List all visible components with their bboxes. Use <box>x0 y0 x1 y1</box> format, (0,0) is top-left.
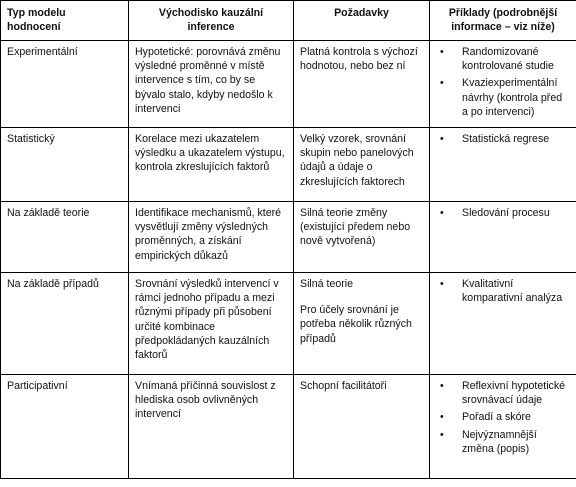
requirements-cell <box>294 202 430 273</box>
examples-list <box>436 45 570 119</box>
requirement-text: Velký vzorek, srovnání skupin nebo panelových údajů a údaje o zkreslujících faktorech <box>300 133 414 188</box>
header-examples: Příklady (podrobnější informace – viz níže) <box>430 1 576 41</box>
table-row <box>1 273 576 375</box>
example-item: • Randomizované kontrolované studie <box>436 45 570 73</box>
header-requirements: Požadavky <box>294 1 430 41</box>
example-item: • Nejvýznamnější změna (popis) <box>436 428 570 456</box>
examples-list <box>436 379 570 456</box>
examples-cell <box>430 375 576 479</box>
model-type-cell: Na základě případů <box>1 273 129 375</box>
example-item: • Pořadí a skóre <box>436 410 570 424</box>
requirement-text: Silná teorie změny (existující předem nebo nově vytvořená) <box>300 207 411 248</box>
requirement-text: Schopní facilitátoři <box>300 380 387 392</box>
example-item: • Reflexivní hypotetické srovnávací údaje <box>436 379 570 407</box>
causal-basis-cell: Vnímaná příčinná souvislost z hlediska osob ovlivněných intervencí <box>129 375 294 479</box>
requirements-cell <box>294 273 430 375</box>
example-item: • Kvalitativní komparativní analýza <box>436 277 570 305</box>
examples-list <box>436 206 570 220</box>
model-type-cell: Statistický <box>1 128 129 202</box>
model-type-cell: Participativní <box>1 375 129 479</box>
table-header-row <box>1 1 576 41</box>
table-row <box>1 41 576 128</box>
examples-cell <box>430 128 576 202</box>
causal-basis-cell: Korelace mezi ukazatelem výsledku a ukazatelem výstupu, kontrola zkreslujících faktorů <box>129 128 294 202</box>
examples-list <box>436 132 570 146</box>
table-row <box>1 375 576 479</box>
requirement-text: Pro účely srovnání je potřeba několik různých případů <box>300 304 412 345</box>
example-item: • Sledování procesu <box>436 206 570 220</box>
requirements-cell <box>294 375 430 479</box>
header-model-type: Typ modelu hodnocení <box>1 1 129 41</box>
causal-basis-cell: Identifikace mechanismů, které vysvětlují změny výsledných proměnných, a získání empirických důkazů <box>129 202 294 273</box>
examples-cell <box>430 202 576 273</box>
example-item: • Statistická regrese <box>436 132 570 146</box>
examples-cell <box>430 273 576 375</box>
examples-cell <box>430 41 576 128</box>
model-type-cell: Experimentální <box>1 41 129 128</box>
example-item: • Kvaziexperimentální návrhy (kontrola před a po intervenci) <box>436 76 570 119</box>
examples-list <box>436 277 570 305</box>
requirement-text: Platná kontrola s výchozí hodnotou, nebo bez ní <box>300 46 418 73</box>
requirements-cell <box>294 41 430 128</box>
requirements-cell <box>294 128 430 202</box>
causal-basis-cell: Hypotetické: porovnává změnu výsledné proměnné v místě intervence s tím, co by se bývalo stalo, kdyby nedošlo k intervenci <box>129 41 294 128</box>
model-type-cell: Na základě teorie <box>1 202 129 273</box>
table-row <box>1 128 576 202</box>
table-row <box>1 202 576 273</box>
causal-basis-cell: Srovnání výsledků intervencí v rámci jednoho případu a mezi různými případy při působení určité kombinace předpokládaných kauzálních faktorů <box>129 273 294 375</box>
requirement-text: Silná teorie <box>300 278 353 290</box>
header-causal-basis: Východisko kauzální inference <box>129 1 294 41</box>
